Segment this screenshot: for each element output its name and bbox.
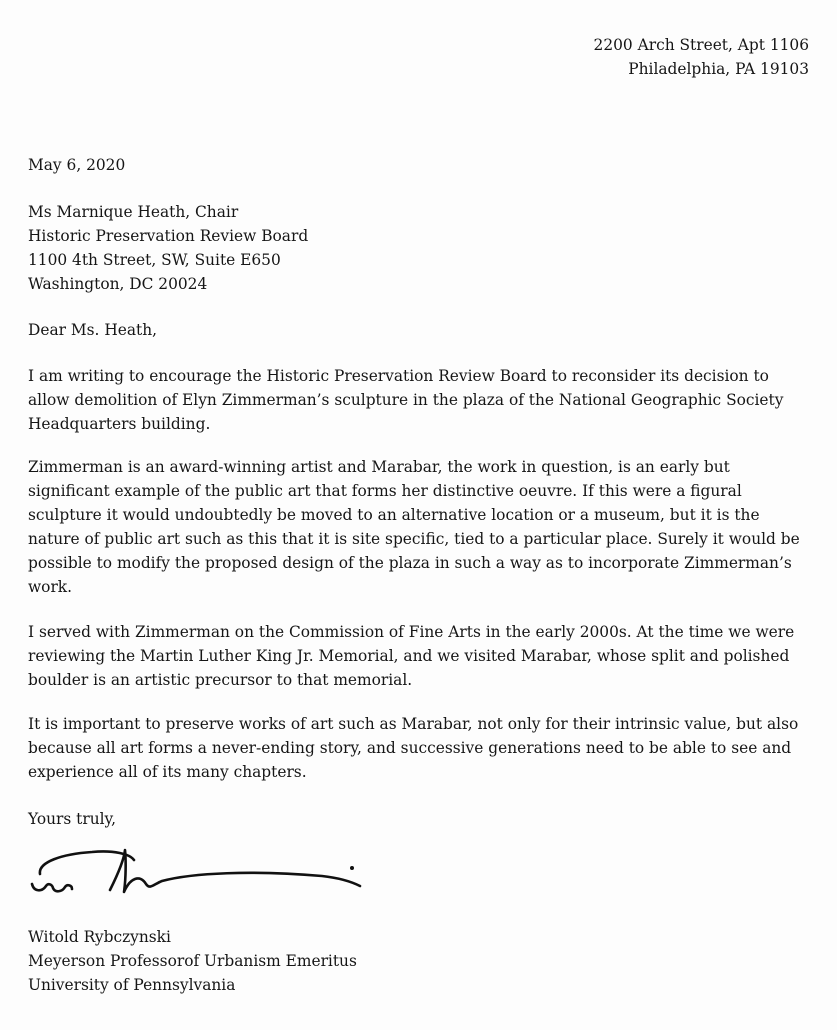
return-city: Philadelphia, PA 19103 (628, 60, 809, 78)
recipient-organization: Historic Preservation Review Board (28, 227, 309, 245)
salutation: Dear Ms. Heath, (28, 321, 158, 339)
signer-title: Meyerson Professorof Urbanism Emeritus (28, 952, 357, 970)
signer-block (28, 925, 357, 997)
recipient-city: Washington, DC 20024 (28, 275, 208, 293)
body-paragraph-4: It is important to preserve works of art such as Marabar, not only for their intrinsic value, but also because all art forms a never-ending story, and successive generations need to be able to see and experience all of its many chapters. (28, 715, 799, 781)
body-paragraph-3: I served with Zimmerman on the Commission of Fine Arts in the early 2000s. At the time we were reviewing the Martin Luther King Jr. Memorial, and we visited Marabar, whose split and polished boulder is an artistic precursor to that memorial. (28, 623, 795, 689)
body-paragraph-1: I am writing to encourage the Historic Preservation Review Board to reconsider its decision to allow demolition of Elyn Zimmerman’s sculpture in the plaza of the National Geographic Society Headquarters building. (28, 367, 784, 433)
return-street: 2200 Arch Street, Apt 1106 (593, 36, 809, 54)
letter-date: May 6, 2020 (28, 156, 126, 174)
handwritten-signature (22, 838, 372, 908)
recipient-street: 1100 4th Street, SW, Suite E650 (28, 251, 281, 269)
closing: Yours truly, (28, 810, 117, 828)
signature-dot (350, 866, 354, 870)
signer-institution: University of Pennsylvania (28, 976, 236, 994)
return-address (594, 33, 809, 81)
body-paragraph-2: Zimmerman is an award-winning artist and Marabar, the work in question, is an early but significant example of the public art that forms her distinctive oeuvre. If this were a figural sculpture it would undoubtedly be moved to an alternative location or a museum, but it is the nature of public art such as this that it is site specific, tied to a particular place. Surely it would be possible to modify the proposed design of the plaza in such a way as to incorporate Zimmerman’s work. (28, 458, 800, 596)
signer-name: Witold Rybczynski (28, 928, 171, 946)
recipient-address (28, 200, 308, 296)
recipient-name: Ms Marnique Heath, Chair (28, 203, 239, 221)
